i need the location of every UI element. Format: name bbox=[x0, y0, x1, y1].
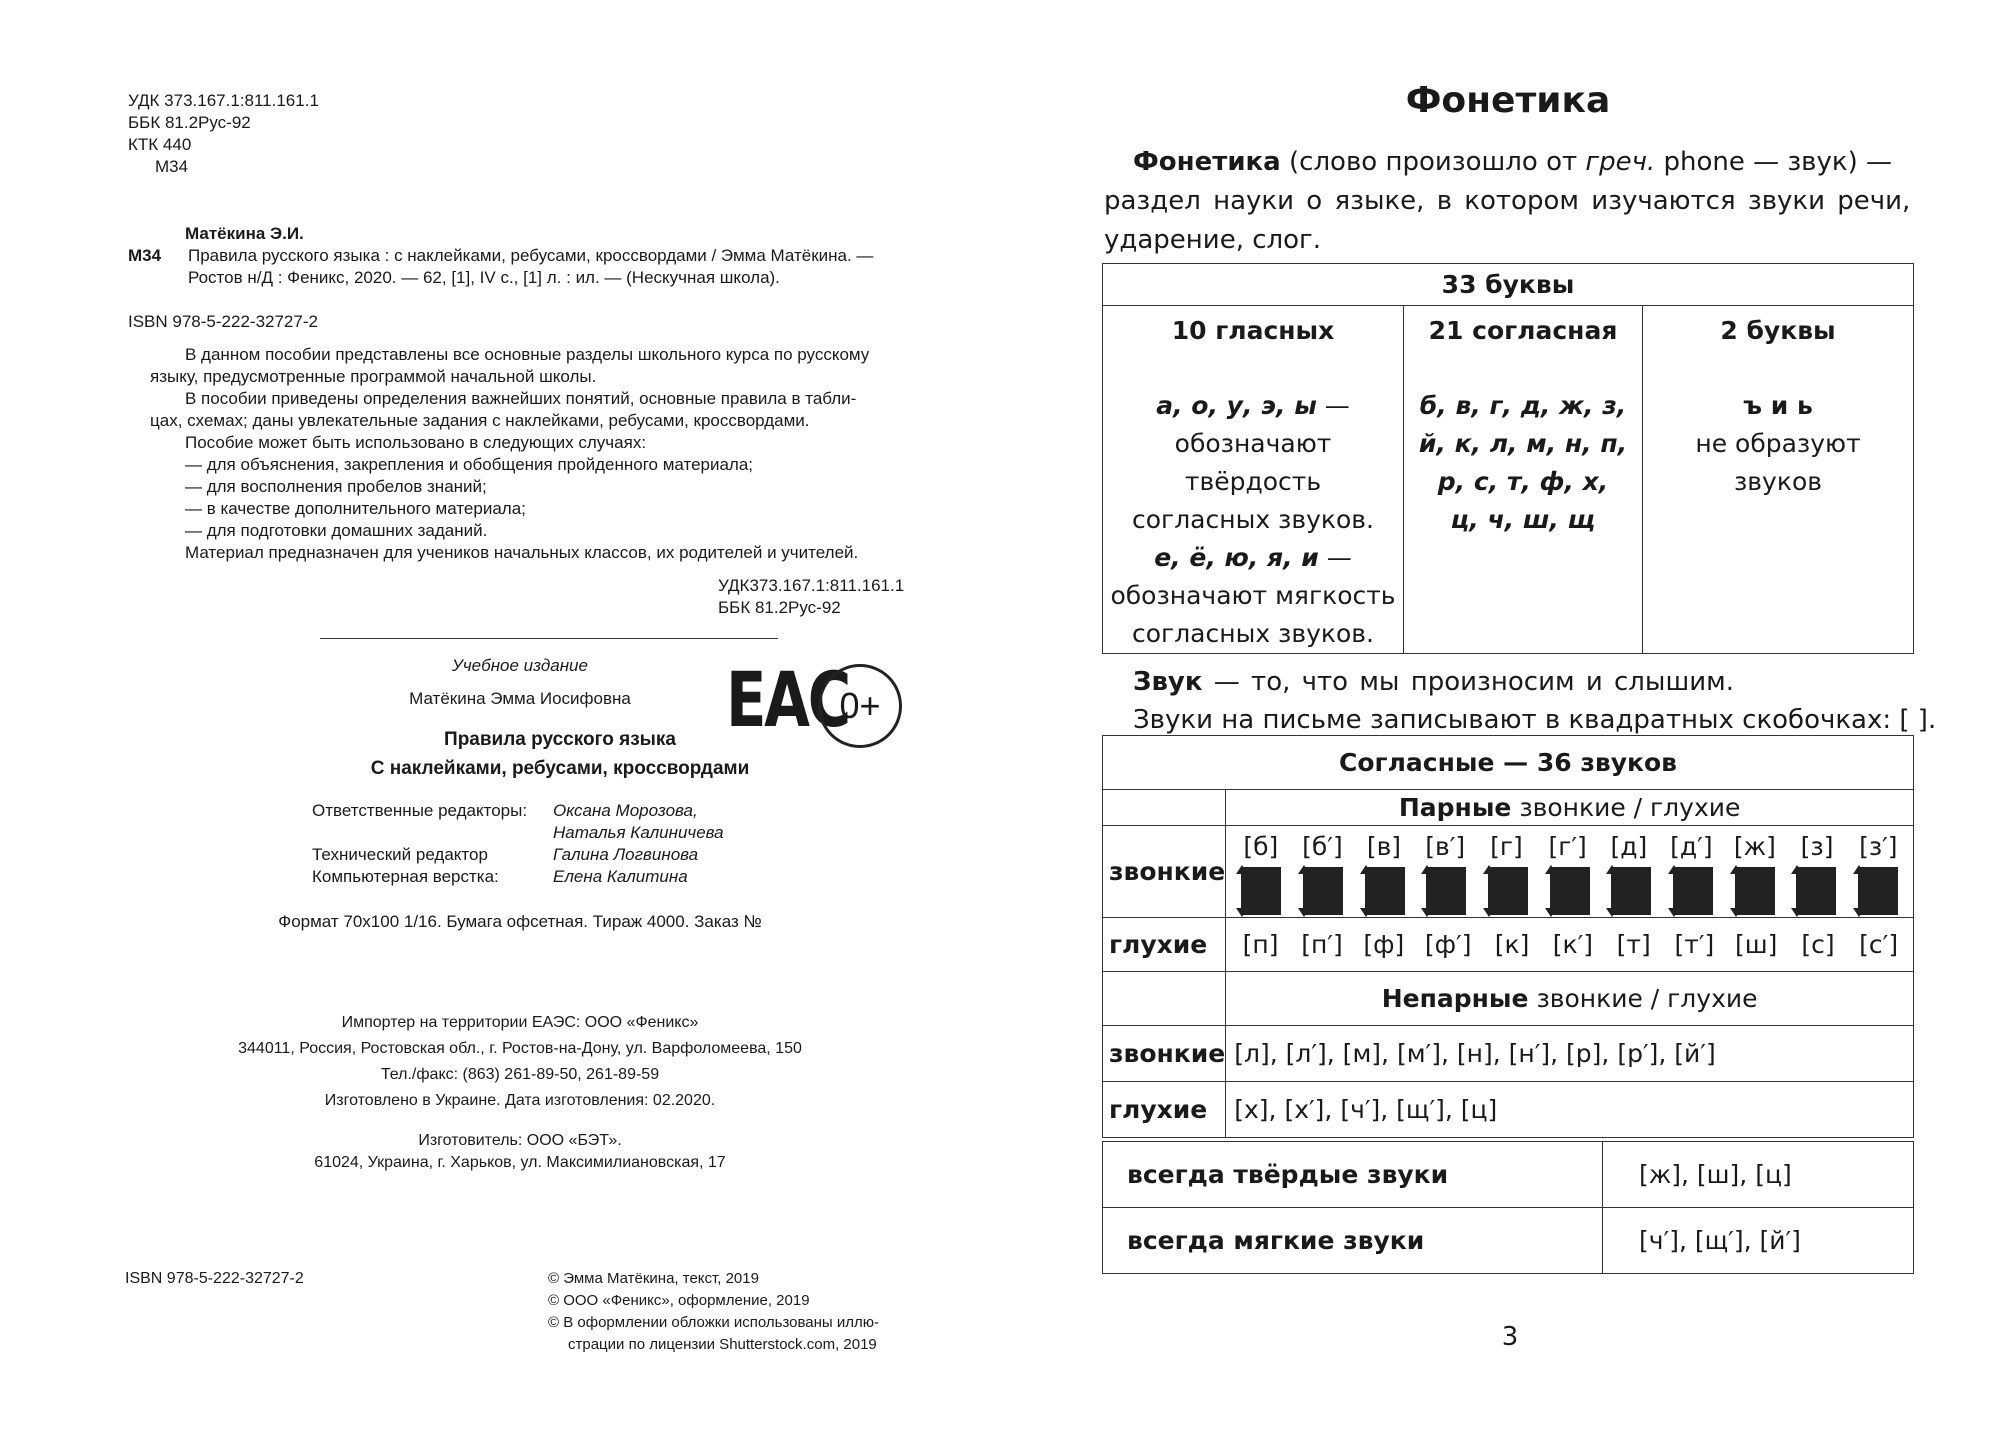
double-arrow-icon bbox=[1673, 867, 1713, 915]
vowels-header: 10 гласных bbox=[1171, 316, 1335, 345]
intro-line-1 bbox=[1133, 147, 1892, 177]
soft-desc: обозначают мягкость bbox=[1110, 581, 1396, 610]
annotation-line: В данном пособии представлены все основные разделы школьного курса по русскому bbox=[185, 345, 870, 364]
copyright-line: страции по лицензии Shutterstock.com, 2019 bbox=[568, 1336, 877, 1353]
udk-bottom: УДК373.167.1:811.161.1 bbox=[718, 576, 905, 595]
author-short: Матёкина Э.И. bbox=[185, 224, 304, 243]
intro-line-2: раздел науки о языке, в котором изучаются звуки речи, bbox=[1104, 186, 1911, 216]
soft-vowels: е, ё, ю, я, и bbox=[1154, 543, 1319, 572]
always-hard-label: всегда твёрдые звуки bbox=[1103, 1142, 1603, 1208]
sound-brackets-line: Звуки на письме записывают в квадратных скобочках: [ ]. bbox=[1133, 705, 1937, 735]
bbk-bottom: ББК 81.2Рус-92 bbox=[718, 598, 841, 617]
manufacturer-line: Изготовитель: ООО «БЭТ». bbox=[418, 1132, 622, 1149]
signs-header: 2 буквы bbox=[1720, 316, 1836, 345]
voiced-sound: [б] bbox=[1243, 832, 1279, 861]
always-sounds-table bbox=[1102, 1141, 1914, 1274]
pair-arrow-wrap bbox=[1735, 867, 1775, 915]
voiceless-sound: [с′] bbox=[1859, 930, 1899, 959]
unpaired-voiceless: [х], [х′], [ч′], [щ′], [ц] bbox=[1226, 1082, 1914, 1138]
udk-code: УДК 373.167.1:811.161.1 bbox=[128, 91, 319, 110]
author-full: Матёкина Эмма Иосифовна bbox=[409, 689, 631, 708]
intro-italic: греч. bbox=[1585, 147, 1656, 177]
unpaired-rest: звонкие / глухие bbox=[1528, 984, 1758, 1013]
annotation-line: — для восполнения пробелов знаний; bbox=[185, 477, 487, 496]
dash: — bbox=[1316, 391, 1350, 420]
double-arrow-icon bbox=[1550, 867, 1590, 915]
credit-role: Компьютерная верстка: bbox=[312, 867, 499, 886]
consonant-letters: р, с, т, ф, х, bbox=[1437, 467, 1609, 496]
copyright-line: © ООО «Феникс», оформление, 2019 bbox=[548, 1292, 810, 1309]
consonants-sounds-header: Согласные — 36 звуков bbox=[1103, 736, 1914, 790]
page-title: Фонетика bbox=[1405, 80, 1611, 121]
double-arrow-icon bbox=[1796, 867, 1836, 915]
pair-arrow-wrap bbox=[1426, 867, 1466, 915]
pair-arrow-wrap bbox=[1303, 867, 1343, 915]
ktk-code: КТК 440 bbox=[128, 135, 192, 154]
paired-label: Парные bbox=[1398, 793, 1512, 822]
divider bbox=[320, 638, 778, 639]
book-title-2: С наклейками, ребусами, кроссвордами bbox=[370, 758, 750, 779]
double-arrow-icon bbox=[1488, 867, 1528, 915]
consonants-header: 21 согласная bbox=[1428, 316, 1618, 345]
term-sound: Звук bbox=[1133, 667, 1203, 697]
pair-arrow-wrap bbox=[1241, 867, 1281, 915]
annotation-line: — для объяснения, закрепления и обобщения пройденного материала; bbox=[185, 455, 754, 474]
double-arrow-icon bbox=[1241, 867, 1281, 915]
annotation-line: — в качестве дополнительного материала; bbox=[185, 499, 526, 518]
consonant-sounds-table bbox=[1102, 735, 1914, 1138]
voiced-sound: [г′] bbox=[1548, 832, 1587, 861]
paired-rest: звонкие / глухие bbox=[1511, 793, 1741, 822]
voiced-sound: [ж] bbox=[1733, 832, 1776, 861]
pair-arrow-wrap bbox=[1858, 867, 1898, 915]
consonant-letters: й, к, л, м, н, п, bbox=[1418, 429, 1628, 458]
voiceless-sound: [к′] bbox=[1552, 930, 1594, 959]
pair-arrow-wrap bbox=[1796, 867, 1836, 915]
consonant-letters: ц, ч, ш, щ bbox=[1450, 505, 1596, 534]
book-title-1: Правила русского языка bbox=[444, 729, 676, 750]
double-arrow-icon bbox=[1365, 867, 1405, 915]
soft-desc: согласных звуков. bbox=[1132, 619, 1374, 648]
voiced-sound: [д′] bbox=[1670, 832, 1713, 861]
credit-name: Оксана Морозова, bbox=[553, 801, 698, 820]
copyright-line: © Эмма Матёкина, текст, 2019 bbox=[548, 1270, 759, 1287]
signs-cell bbox=[1643, 306, 1914, 654]
sound-def-text: — то, что мы произносим и слышим. bbox=[1202, 667, 1735, 697]
hard-vowels: а, о, у, э, ы bbox=[1156, 391, 1317, 420]
annotation-line: В пособии приведены определения важнейших понятий, основные правила в табли- bbox=[185, 389, 857, 408]
unpaired-voiced: [л], [л′], [м], [м′], [н], [н′], [р], [р′], [й′] bbox=[1226, 1026, 1914, 1082]
credit-role: Технический редактор bbox=[312, 845, 488, 864]
empty-cell bbox=[1103, 972, 1226, 1026]
format-line: Формат 70х100 1/16. Бумага офсетная. Тираж 4000. Заказ № bbox=[278, 912, 762, 931]
always-soft-sounds: [ч′], [щ′], [й′] bbox=[1603, 1208, 1914, 1274]
dash: — bbox=[1318, 543, 1352, 572]
age-rating: 0+ bbox=[839, 685, 881, 726]
copyright-line: © В оформлении обложки использованы иллю- bbox=[548, 1314, 880, 1331]
voiceless-sound: [т] bbox=[1616, 930, 1651, 959]
voiceless-sound: [к] bbox=[1494, 930, 1530, 959]
voiceless-sound: [ф′] bbox=[1424, 930, 1472, 959]
vowels-cell bbox=[1103, 306, 1404, 654]
double-arrow-icon bbox=[1735, 867, 1775, 915]
voiceless-label: глухие bbox=[1103, 1082, 1226, 1138]
paired-voiced-cell bbox=[1226, 826, 1914, 918]
voiced-label: звонкие bbox=[1103, 826, 1226, 918]
voiced-sound: [д] bbox=[1610, 832, 1648, 861]
annotation-line: языку, предусмотренные программой начальной школы. bbox=[150, 367, 597, 386]
credit-name: Галина Логвинова bbox=[553, 845, 699, 864]
pair-arrow-wrap bbox=[1611, 867, 1651, 915]
voiceless-sound: [т′] bbox=[1674, 930, 1715, 959]
voiced-sound: [г] bbox=[1490, 832, 1523, 861]
hard-desc: обозначают твёрдость bbox=[1174, 429, 1332, 496]
importer-line: 344011, Россия, Ростовская обл., г. Ростов-на-Дону, ул. Варфоломеева, 150 bbox=[238, 1040, 802, 1057]
double-arrow-icon bbox=[1858, 867, 1898, 915]
eac-logo: ЕАС bbox=[726, 655, 849, 744]
annotation-line: Пособие может быть использовано в следующих случаях: bbox=[185, 433, 647, 452]
annotation-line: цах, схемах; даны увлекательные задания с наклейками, ребусами, кроссвордами. bbox=[150, 411, 810, 430]
isbn-bottom: ISBN 978-5-222-32727-2 bbox=[125, 1270, 304, 1287]
consonant-letters: б, в, г, д, ж, з, bbox=[1419, 391, 1627, 420]
term-phonetics: Фонетика bbox=[1133, 147, 1281, 177]
double-arrow-icon bbox=[1303, 867, 1343, 915]
intro-text: (слово произошло от bbox=[1280, 147, 1586, 177]
double-arrow-icon bbox=[1426, 867, 1466, 915]
pair-arrow-wrap bbox=[1673, 867, 1713, 915]
bbk-code: ББК 81.2Рус-92 bbox=[128, 113, 251, 132]
author-mark: М34 bbox=[155, 157, 189, 176]
signs-desc: не образуют bbox=[1695, 429, 1861, 458]
double-arrow-icon bbox=[1611, 867, 1651, 915]
voiceless-sound: [ш] bbox=[1734, 930, 1778, 959]
voiced-sound: [з′] bbox=[1859, 832, 1898, 861]
voiceless-sound: [с] bbox=[1801, 930, 1835, 959]
biblio-line-1: Правила русского языка : с наклейками, ребусами, кроссвордами / Эмма Матёкина. — bbox=[188, 246, 874, 265]
pair-arrow-wrap bbox=[1550, 867, 1590, 915]
annotation-line: Материал предназначен для учеников начальных классов, их родителей и учителей. bbox=[185, 543, 859, 562]
sound-definition bbox=[1133, 667, 1734, 697]
hard-desc: согласных звуков. bbox=[1132, 505, 1374, 534]
voiceless-sound: [п] bbox=[1242, 930, 1279, 959]
page-number: 3 bbox=[1501, 1322, 1519, 1352]
unpaired-header bbox=[1226, 972, 1914, 1026]
pair-arrow-wrap bbox=[1365, 867, 1405, 915]
consonants-cell bbox=[1404, 306, 1643, 654]
empty-cell bbox=[1103, 790, 1226, 826]
signs-desc: звуков bbox=[1734, 467, 1822, 496]
intro-line-3: ударение, слог. bbox=[1104, 225, 1321, 255]
paired-voiceless-sounds bbox=[1226, 930, 1913, 959]
always-soft-label: всегда мягкие звуки bbox=[1103, 1208, 1603, 1274]
voiceless-label: глухие bbox=[1103, 918, 1226, 972]
hard-vowels-row bbox=[1103, 387, 1403, 425]
edition-type: Учебное издание bbox=[452, 656, 588, 675]
intro-text: phone — звук) — bbox=[1655, 147, 1893, 177]
letters-table bbox=[1102, 263, 1914, 654]
voiceless-sound: [п′] bbox=[1301, 930, 1343, 959]
age-rating-badge bbox=[818, 664, 902, 748]
paired-voiceless-cell bbox=[1226, 918, 1914, 972]
credit-name: Елена Калитина bbox=[553, 867, 688, 886]
importer-line: Тел./факс: (863) 261-89-50, 261-89-59 bbox=[380, 1066, 660, 1083]
annotation-line: — для подготовки домашних заданий. bbox=[185, 521, 488, 540]
author-code: М34 bbox=[128, 246, 162, 265]
credit-role: Ответственные редакторы: bbox=[312, 801, 528, 820]
voiced-sound: [з] bbox=[1800, 832, 1834, 861]
importer-line: Импортер на территории ЕАЭС: ООО «Феникс» bbox=[341, 1014, 699, 1031]
voiced-sound: [в′] bbox=[1425, 832, 1466, 861]
credit-name: Наталья Калиничева bbox=[553, 823, 724, 842]
always-hard-sounds: [ж], [ш], [ц] bbox=[1603, 1142, 1914, 1208]
biblio-line-2: Ростов н/Д : Феникс, 2020. — 62, [1], IV с., [1] л. : ил. — (Нескучная школа). bbox=[188, 268, 780, 287]
manufacturer-line: 61024, Украина, г. Харьков, ул. Максимилиановская, 17 bbox=[314, 1154, 726, 1171]
soft-vowels-row bbox=[1103, 539, 1403, 577]
pair-arrow-wrap bbox=[1488, 867, 1528, 915]
isbn-top: ISBN 978-5-222-32727-2 bbox=[128, 312, 318, 331]
voiced-label: звонкие bbox=[1103, 1026, 1226, 1082]
voiceless-sound: [ф] bbox=[1363, 930, 1405, 959]
importer-line: Изготовлено в Украине. Дата изготовления: 02.2020. bbox=[324, 1092, 716, 1109]
paired-voiced-sounds bbox=[1230, 828, 1909, 861]
signs-letters: ъ и ь bbox=[1743, 391, 1813, 420]
paired-header bbox=[1226, 790, 1914, 826]
letters-header: 33 буквы bbox=[1103, 264, 1914, 306]
voiced-sound: [в] bbox=[1366, 832, 1402, 861]
unpaired-label: Непарные bbox=[1381, 984, 1529, 1013]
pair-arrows bbox=[1230, 867, 1909, 915]
voiced-sound: [б′] bbox=[1302, 832, 1343, 861]
